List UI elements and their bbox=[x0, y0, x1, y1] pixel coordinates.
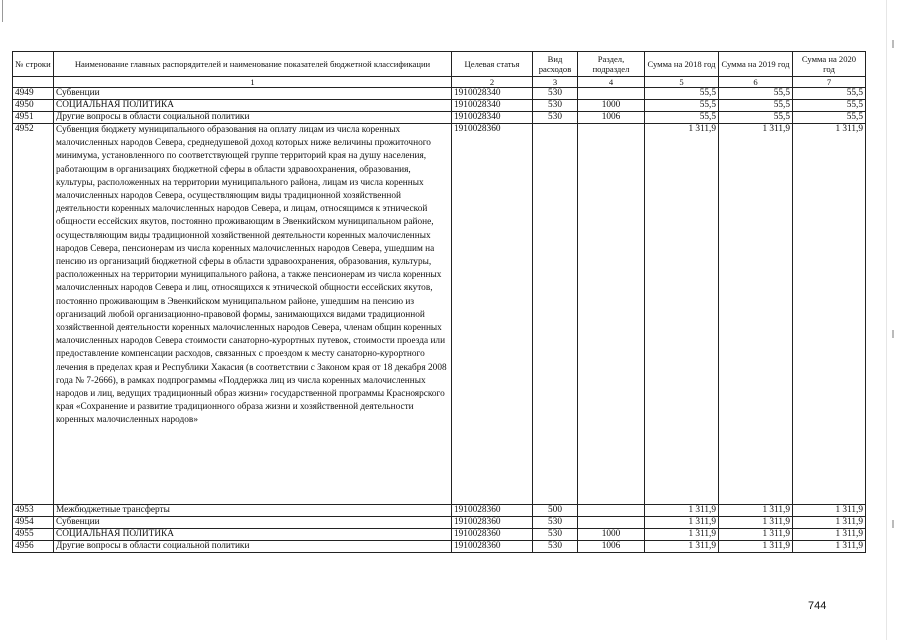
table-row bbox=[13, 517, 866, 529]
row-section bbox=[578, 517, 645, 529]
column-number: 2 bbox=[452, 77, 533, 88]
row-sum-2020: 1 311,9 bbox=[793, 541, 866, 553]
row-sum-2018: 55,5 bbox=[645, 88, 719, 100]
row-sum-2019: 1 311,9 bbox=[719, 505, 793, 517]
column-number: 4 bbox=[578, 77, 645, 88]
row-name: Другие вопросы в области социальной политики bbox=[54, 541, 452, 553]
row-sum-2019: 55,5 bbox=[719, 88, 793, 100]
column-number: 6 bbox=[719, 77, 793, 88]
header-section: Раздел, подраздел bbox=[578, 52, 645, 77]
row-sum-2019: 55,5 bbox=[719, 100, 793, 112]
row-sum-2019: 1 311,9 bbox=[719, 517, 793, 529]
column-number: 7 bbox=[793, 77, 866, 88]
row-expense-type: 530 bbox=[533, 88, 578, 100]
header-sum-2018: Сумма на 2018 год bbox=[645, 52, 719, 77]
row-sum-2019: 1 311,9 bbox=[719, 529, 793, 541]
row-target-article: 1910028360 bbox=[452, 529, 533, 541]
row-expense-type: 530 bbox=[533, 112, 578, 124]
scan-edge-line bbox=[2, 0, 3, 22]
header-row-number: № строки bbox=[13, 52, 54, 77]
budget-table bbox=[12, 51, 866, 553]
row-section: 1000 bbox=[578, 100, 645, 112]
scan-margin-tick bbox=[892, 40, 894, 48]
header-expense-type: Вид расходов bbox=[533, 52, 578, 77]
row-name: СОЦИАЛЬНАЯ ПОЛИТИКА bbox=[54, 529, 452, 541]
row-target-article: 1910028360 bbox=[452, 541, 533, 553]
page-number: 744 bbox=[808, 600, 827, 612]
row-section: 1000 bbox=[578, 529, 645, 541]
row-sum-2020: 1 311,9 bbox=[793, 505, 866, 517]
row-target-article: 1910028340 bbox=[452, 88, 533, 100]
row-sum-2018: 1 311,9 bbox=[645, 505, 719, 517]
row-expense-type: 530 bbox=[533, 529, 578, 541]
row-expense-type: 500 bbox=[533, 505, 578, 517]
row-sum-2020: 55,5 bbox=[793, 88, 866, 100]
row-number: 4952 bbox=[13, 124, 54, 505]
scan-margin-tick bbox=[892, 330, 894, 338]
row-number: 4956 bbox=[13, 541, 54, 553]
table-row bbox=[13, 100, 866, 112]
row-expense-type bbox=[533, 124, 578, 505]
row-sum-2019: 55,5 bbox=[719, 112, 793, 124]
row-expense-type: 530 bbox=[533, 517, 578, 529]
row-target-article: 1910028340 bbox=[452, 100, 533, 112]
row-name: Субвенции bbox=[54, 517, 452, 529]
row-section bbox=[578, 88, 645, 100]
header-sum-2019: Сумма на 2019 год bbox=[719, 52, 793, 77]
row-number: 4953 bbox=[13, 505, 54, 517]
row-sum-2018: 55,5 bbox=[645, 112, 719, 124]
row-name: Межбюджетные трансферты bbox=[54, 505, 452, 517]
column-number: 5 bbox=[645, 77, 719, 88]
row-target-article: 1910028360 bbox=[452, 517, 533, 529]
row-section bbox=[578, 124, 645, 505]
row-target-article: 1910028340 bbox=[452, 112, 533, 124]
scan-margin-line bbox=[886, 0, 887, 640]
row-sum-2019: 1 311,9 bbox=[719, 124, 793, 505]
row-section bbox=[578, 505, 645, 517]
column-number: 3 bbox=[533, 77, 578, 88]
table-row bbox=[13, 529, 866, 541]
row-sum-2019: 1 311,9 bbox=[719, 541, 793, 553]
table-row bbox=[13, 541, 866, 553]
row-number: 4951 bbox=[13, 112, 54, 124]
row-name: Субвенции bbox=[54, 88, 452, 100]
row-section: 1006 bbox=[578, 112, 645, 124]
table-row bbox=[13, 112, 866, 124]
table-row bbox=[13, 88, 866, 100]
row-expense-type: 530 bbox=[533, 100, 578, 112]
table-header-row bbox=[13, 52, 866, 77]
row-name: СОЦИАЛЬНАЯ ПОЛИТИКА bbox=[54, 100, 452, 112]
table-row bbox=[13, 505, 866, 517]
header-sum-2020: Сумма на 2020 год bbox=[793, 52, 866, 77]
column-number: 1 bbox=[54, 77, 452, 88]
row-sum-2018: 55,5 bbox=[645, 100, 719, 112]
row-sum-2018: 1 311,9 bbox=[645, 124, 719, 505]
header-name: Наименование главных распорядителей и наименование показателей бюджетной классификации bbox=[54, 52, 452, 77]
row-sum-2018: 1 311,9 bbox=[645, 529, 719, 541]
row-name: Другие вопросы в области социальной политики bbox=[54, 112, 452, 124]
scan-margin-tick bbox=[892, 520, 894, 528]
row-sum-2020: 55,5 bbox=[793, 112, 866, 124]
row-number: 4950 bbox=[13, 100, 54, 112]
row-expense-type: 530 bbox=[533, 541, 578, 553]
row-target-article: 1910028360 bbox=[452, 124, 533, 505]
row-number: 4955 bbox=[13, 529, 54, 541]
row-section: 1006 bbox=[578, 541, 645, 553]
row-number: 4954 bbox=[13, 517, 54, 529]
header-target-article: Целевая статья bbox=[452, 52, 533, 77]
row-name: Субвенция бюджету муниципального образования на оплату лицам из числа коренных малочисленных народов Севера, среднедушевой доход которых ниже величины прожиточного минимума, установленного по соответствующей группе территорий края на душу населения, работающим в организациях бюджетной сферы в области здравоохранения, образования, культуры, расположенных на территории муниципального района, лицам из числа коренных малочисленных народов Севера, осуществляющим виды традиционной хозяйственной деятельности коренных малочисленных народов Севера, и лицам, относящимся к этнической общности ессейских якутов, постоянно проживающим в Эвенкийском муниципальном районе, осуществляющим виды традиционной хозяйственной деятельности коренных малочисленных народов Севера, пенсионерам из числа коренных малочисленных народов Севера, ушедшим на пенсию из организаций бюджетной сферы в области здравоохранения, образования, культуры, расположенных на территории муниципального района, а также пенсионерам из числа коренных малочисленных народов Севера и лиц, относящихся к этнической общности ессейских якутов, постоянно проживающим в Эвенкийском муниципальном районе, ушедшим на пенсию из организаций любой организационно-правовой формы, занимающихся видами традиционной хозяйственной деятельности коренных малочисленных народов Севера, членам общин коренных малочисленных народов Севера стоимости санаторно-курортных путевок, стоимости проезда или предоставление компенсации расходов, связанных с проездом к месту санаторно-курортного лечения в пределах края и Республики Хакасия (в соответствии с Законом края от 18 декабря 2008 года № 7-2666), в рамках подпрограммы «Поддержка лиц из числа коренных малочисленных народов и лиц, ведущих традиционный образ жизни» государственной программы Красноярского края «Сохранение и развитие традиционного образа жизни и хозяйственной деятельности коренных малочисленных народов» bbox=[54, 124, 452, 505]
row-sum-2020: 1 311,9 bbox=[793, 529, 866, 541]
row-sum-2020: 1 311,9 bbox=[793, 124, 866, 505]
row-sum-2018: 1 311,9 bbox=[645, 541, 719, 553]
column-numbers-row bbox=[13, 77, 866, 88]
row-sum-2020: 55,5 bbox=[793, 100, 866, 112]
column-number-blank bbox=[13, 77, 54, 88]
table-row bbox=[13, 124, 866, 505]
row-target-article: 1910028360 bbox=[452, 505, 533, 517]
row-number: 4949 bbox=[13, 88, 54, 100]
row-sum-2020: 1 311,9 bbox=[793, 517, 866, 529]
row-sum-2018: 1 311,9 bbox=[645, 517, 719, 529]
